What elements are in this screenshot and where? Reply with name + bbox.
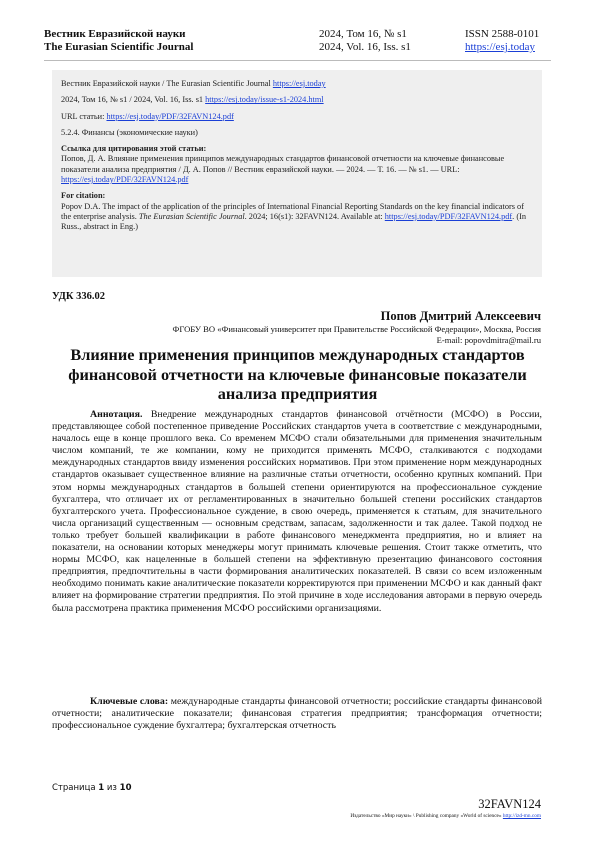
page-number: Страница 1 из 10 <box>52 783 132 793</box>
header-issue <box>319 28 411 54</box>
info-issue-line: 2024, Том 16, № s1 / 2024, Vol. 16, Iss. s1 https://esj.today/issue-s1-2024.html <box>61 95 324 105</box>
header-divider <box>44 60 551 61</box>
info-specialty: 5.2.4. Финансы (экономические науки) <box>61 127 198 137</box>
article-code: 32FAVN124 <box>478 797 541 811</box>
keywords <box>52 696 542 732</box>
citation-ru-text: Попов, Д. А. Влияние применения принципов международных стандартов финансовой отчетности на ключевые финансовые показатели анализа предприятия / Д. А. Попов // Вестник евразийской науки. — 2024. — Т. 16. — № s1. — URL: <box>61 154 505 174</box>
author-affiliation: ФГОБУ ВО «Финансовый университет при Правительстве Российской Федерации», Москва, Россия <box>172 324 541 334</box>
abstract <box>52 409 542 615</box>
header-journal-en: The Eurasian Scientific Journal <box>44 41 194 53</box>
citation-info-box <box>52 70 542 277</box>
running-header <box>44 28 551 58</box>
info-citation-ru <box>61 144 533 185</box>
info-journal-link[interactable]: https://esj.today <box>272 79 326 88</box>
info-journal-line: Вестник Евразийской науки / The Eurasian Scientific Journal https://esj.today <box>61 79 326 88</box>
author-affiliation-block <box>173 324 541 345</box>
info-article-link[interactable]: https://esj.today/PDF/32FAVN124.pdf <box>106 111 234 121</box>
info-url-line: URL статьи: https://esj.today/PDF/32FAVN124.pdf <box>61 111 234 121</box>
header-site-link[interactable]: https://esj.today <box>465 41 535 53</box>
keywords-text: международные стандарты финансовой отчетности; российские стандарты финансовой отчетности; аналитические показатели; финансовая стратегия предприятия; трансформация отчетности; профессиональное суждение бухгалтера; бухгалтерская отчетность <box>52 696 543 732</box>
header-journal-ru: Вестник Евразийской науки <box>44 28 186 40</box>
publisher-footer: Издательство «Мир науки» \ Publishing company «World of science» http://izd-mn.com <box>350 813 541 819</box>
keywords-label: Ключевые слова: <box>90 696 169 707</box>
abstract-text: Внедрение международных стандартов финансовой отчётности (МСФО) в России, представляющее собой постепенное приведение Российских стандартов учета в соответствие с международными, началось еще в конце прошлого века. Со временем МСФО стали обязательными для применения значительным числом компаний, те же компании, кому не приходится применять МСФО, сталкиваются с подходами международных стандартов ввиду изменения российских нормативов. При этом применение норм международных стандартов оказывает существенное влияние на различные статьи отчетности, особенно крупных компаний. При этом нормы международных стандартов в большей степени ориентируются на профессиональное суждение бухгалтера, что отличает их от регламентированных в значительно большей степени российских стандартов бухгалтерского учета. Профессиональное суждение, в свою очередь, применяется к статьям, для значительного числа организаций существенным — основным средствам, запасам, задолженности и так далее. Такой подход не только требует большей квалификации в работе финансового менеджмента предприятия, но и влияет на показатели, на основании которых менеджеры могут принимать ключевые решения. Стоит также отметить, что нормы МСФО, как нацеленные в большей степени на эффективную презентацию финансового состояния предприятия, предпочтительны в части формирования аналитических показателей. В связи со всем изложенным необходимо понимать какие аналитические показатели корректируются при применении МСФО и как данный факт влияет на формирование стратегии предприятия. По этой причине в ходе исследования авторами в первую очередь была рассмотрена практика применения МСФО российскими организациями. <box>52 409 542 614</box>
info-citation-en: For citation: Popov D.A. The impact of the application of the principles of International Financial Reporting Standards on the key financial indicators of the enterprise analysis. The Eurasian Scientific Journal. 2024; 16(s1): 32FAVN124. Available at: https://esj.today/PDF/32FAVN124.pdf. (In Russ., abstract in Eng.) <box>61 191 526 232</box>
citation-ru-link[interactable]: https://esj.today/PDF/32FAVN124.pdf <box>61 175 189 185</box>
publisher-link[interactable]: http://izd-mn.com <box>502 813 541 819</box>
header-issue-en: 2024, Vol. 16, Iss. s1 <box>319 41 411 53</box>
citation-en-journal: The Eurasian Scientific Journal <box>138 211 245 221</box>
article-title: Влияние применения принципов международных стандартов финансовой отчетности на ключевые финансовые показатели анализа предприятия <box>68 345 527 403</box>
header-issn-number: ISSN 2588-0101 <box>465 28 540 40</box>
citation-en-link[interactable]: https://esj.today/PDF/32FAVN124.pdf <box>384 211 513 221</box>
citation-ru-heading: Ссылка для цитирования этой статьи: <box>61 144 207 154</box>
abstract-label: Аннотация. <box>90 409 143 420</box>
author-name: Попов Дмитрий Алексеевич <box>380 309 541 323</box>
author-email: E-mail: popovdmitra@mail.ru <box>436 334 541 345</box>
header-issn <box>465 28 551 54</box>
udk-code: УДК 336.02 <box>52 291 105 302</box>
header-journal <box>44 28 193 54</box>
header-issue-ru: 2024, Том 16, № s1 <box>319 28 407 40</box>
citation-en-heading: For citation: <box>61 191 106 201</box>
info-issue-link[interactable]: https://esj.today/issue-s1-2024.html <box>205 95 324 105</box>
